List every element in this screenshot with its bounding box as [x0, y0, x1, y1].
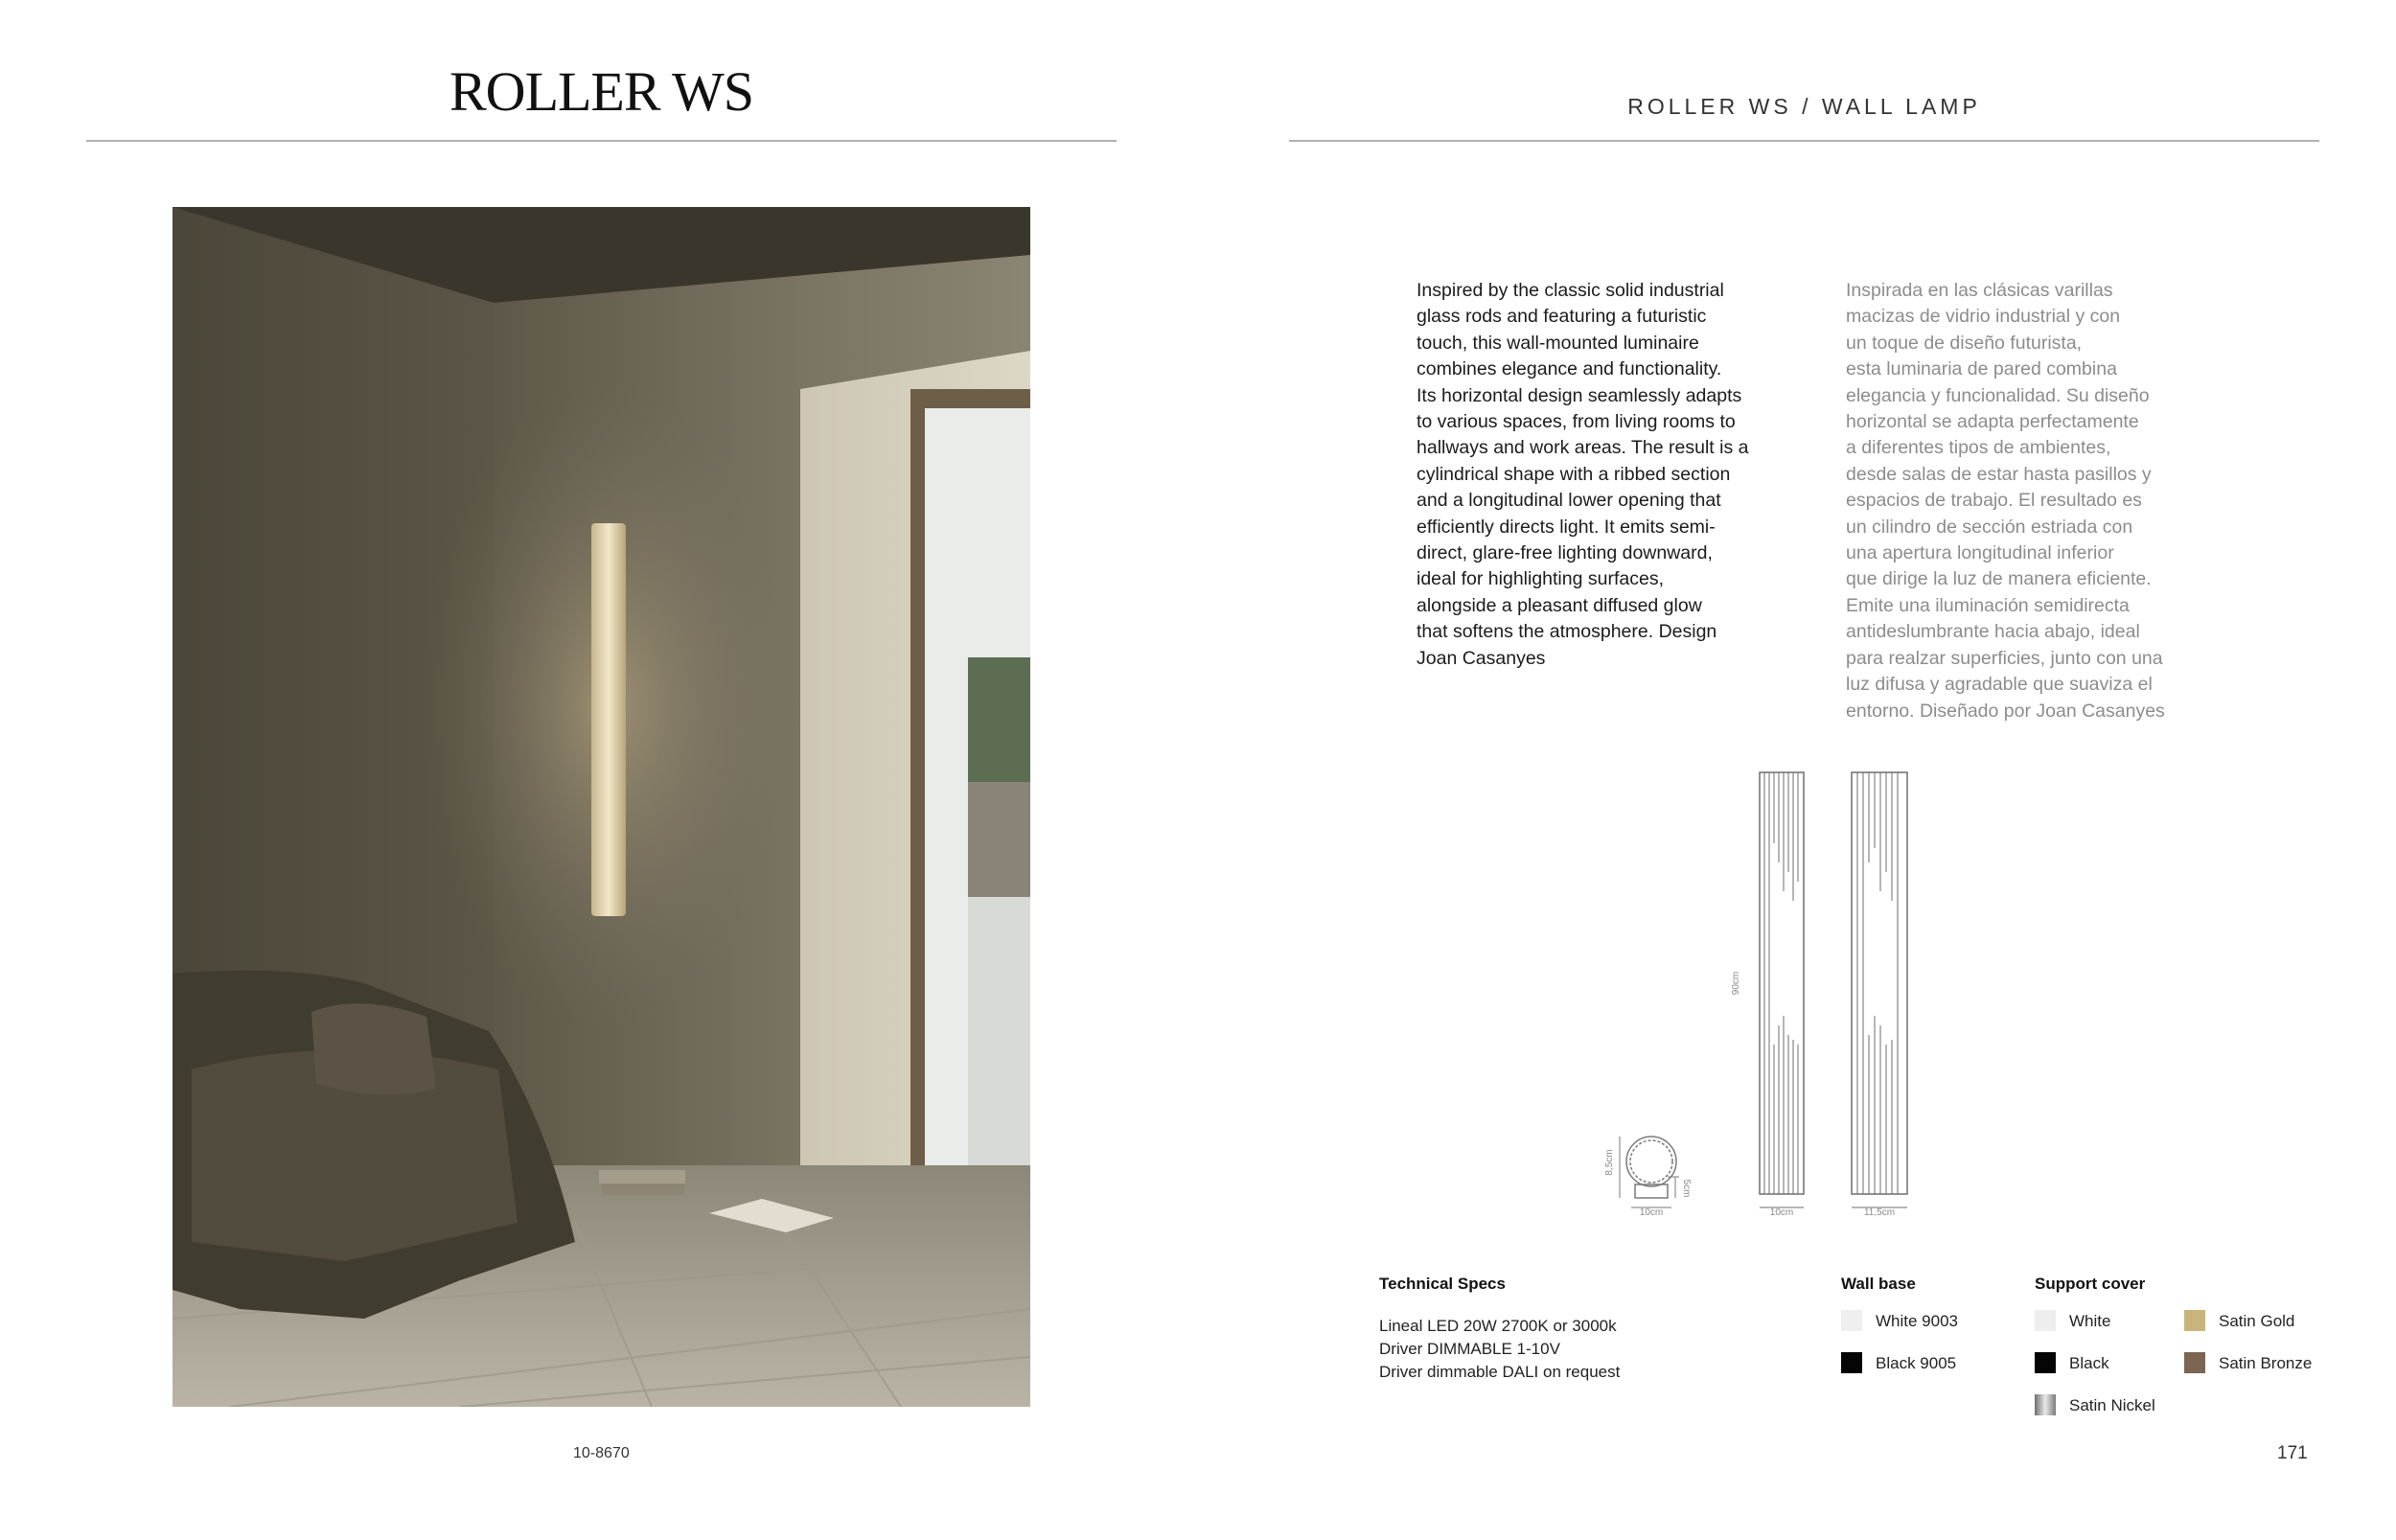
description-line: macizas de vidrio industrial y con — [1846, 306, 2121, 328]
wall-base-label-white: White 9003 — [1876, 1312, 1958, 1330]
description-line: horizontal se adapta perfectamente — [1846, 411, 2139, 433]
description-english — [1417, 278, 1800, 672]
profile-width-label: 10cm — [1639, 1207, 1664, 1218]
description-line: desde salas de estar hasta pasillos y — [1846, 463, 2152, 485]
description-line: una apertura longitudinal inferior — [1846, 542, 2114, 564]
description-line: and a longitudinal lower opening that — [1417, 490, 1721, 512]
description-line: Inspired by the classic solid industrial — [1417, 280, 1724, 301]
description-line: glass rods and featuring a futuristic — [1417, 306, 1707, 328]
wall-base-swatch-black — [1841, 1352, 1862, 1373]
support-cover-title: Support cover — [2035, 1275, 2146, 1293]
left-header-rule — [86, 140, 1117, 142]
description-line: alongside a pleasant diffused glow — [1417, 594, 1702, 616]
description-line: cylindrical shape with a ribbed section — [1417, 463, 1731, 485]
description-line: to various spaces, from living rooms to — [1417, 411, 1736, 433]
technical-specs-list — [1379, 1315, 1620, 1384]
support-cover-label-black: Black — [2069, 1354, 2109, 1372]
description-line: que dirige la luz de manera eficiente. — [1846, 568, 2152, 590]
description-line: espacios de trabajo. El resultado es — [1846, 490, 2142, 512]
description-line: un cilindro de sección estriada con — [1846, 516, 2133, 538]
product-title: ROLLER WS — [449, 60, 753, 123]
description-line: efficiently directs light. It emits semi- — [1417, 516, 1716, 538]
support-cover-label-white: White — [2069, 1312, 2111, 1330]
page-subtitle: ROLLER WS / WALL LAMP — [1627, 94, 1981, 119]
page-number: 171 — [2277, 1443, 2308, 1463]
technical-drawing — [1572, 757, 1936, 1227]
description-line: entorno. Diseñado por Joan Casanyes — [1846, 700, 2165, 722]
description-spanish — [1846, 278, 2229, 724]
description-line: touch, this wall-mounted luminaire — [1417, 332, 1699, 354]
description-line: Inspirada en las clásicas varillas — [1846, 280, 2113, 301]
support-cover-swatch-black — [2035, 1352, 2056, 1373]
side-width-label: 11,5cm — [1863, 1207, 1896, 1218]
support-cover-label-satin-bronze: Satin Bronze — [2219, 1354, 2313, 1372]
description-line: antideslumbrante hacia abajo, ideal — [1846, 621, 2140, 643]
description-line: Emite una iluminación semidirecta — [1846, 594, 2130, 616]
height-label: 90cm — [1731, 971, 1741, 996]
support-cover-label-satin-gold: Satin Gold — [2219, 1312, 2295, 1330]
support-cover-swatch-satin-bronze — [2184, 1352, 2205, 1373]
spec-line: Lineal LED 20W 2700K or 3000k — [1379, 1317, 1617, 1335]
profile-view-drawing — [1620, 1137, 1679, 1207]
description-line: that softens the atmosphere. Design — [1417, 621, 1717, 643]
page-code: 10-8670 — [573, 1445, 630, 1461]
profile-height-label: 8,5cm — [1604, 1149, 1615, 1176]
front-width-label: 10cm — [1769, 1207, 1794, 1218]
support-cover-swatch-white — [2035, 1310, 2056, 1331]
support-cover-swatch-satin-gold — [2184, 1310, 2205, 1331]
wall-base-label-black: Black 9005 — [1876, 1354, 1957, 1372]
front-view-drawing — [1760, 772, 1804, 1207]
support-cover-swatch-satin-nickel — [2035, 1394, 2056, 1415]
description-line: Joan Casanyes — [1417, 647, 1546, 669]
description-line: combines elegance and functionality. — [1417, 358, 1722, 380]
description-line: Its horizontal design seamlessly adapts — [1417, 384, 1742, 406]
description-line: elegancia y funcionalidad. Su diseño — [1846, 384, 2150, 406]
right-header-rule — [1289, 140, 2319, 142]
spec-line: Driver dimmable DALI on request — [1379, 1363, 1621, 1381]
base-height-label: 5cm — [1681, 1179, 1692, 1198]
product-photo — [173, 207, 1030, 1407]
description-line: luz difusa y agradable que suaviza el — [1846, 674, 2153, 696]
description-line: hallways and work areas. The result is a — [1417, 437, 1749, 459]
spec-line: Driver DIMMABLE 1-10V — [1379, 1340, 1560, 1358]
technical-specs-title: Technical Specs — [1379, 1275, 1506, 1293]
description-line: direct, glare-free lighting downward, — [1417, 542, 1713, 564]
description-line: para realzar superficies, junto con una — [1846, 647, 2163, 669]
description-line: un toque de diseño futurista, — [1846, 332, 2083, 354]
wall-base-title: Wall base — [1841, 1275, 1916, 1293]
wall-base-swatch-white — [1841, 1310, 1862, 1331]
side-view-drawing — [1852, 772, 1907, 1207]
description-line: ideal for highlighting surfaces, — [1417, 568, 1664, 590]
description-line: esta luminaria de pared combina — [1846, 358, 2117, 380]
description-line: a diferentes tipos de ambientes, — [1846, 437, 2111, 459]
support-cover-label-satin-nickel: Satin Nickel — [2069, 1396, 2155, 1414]
